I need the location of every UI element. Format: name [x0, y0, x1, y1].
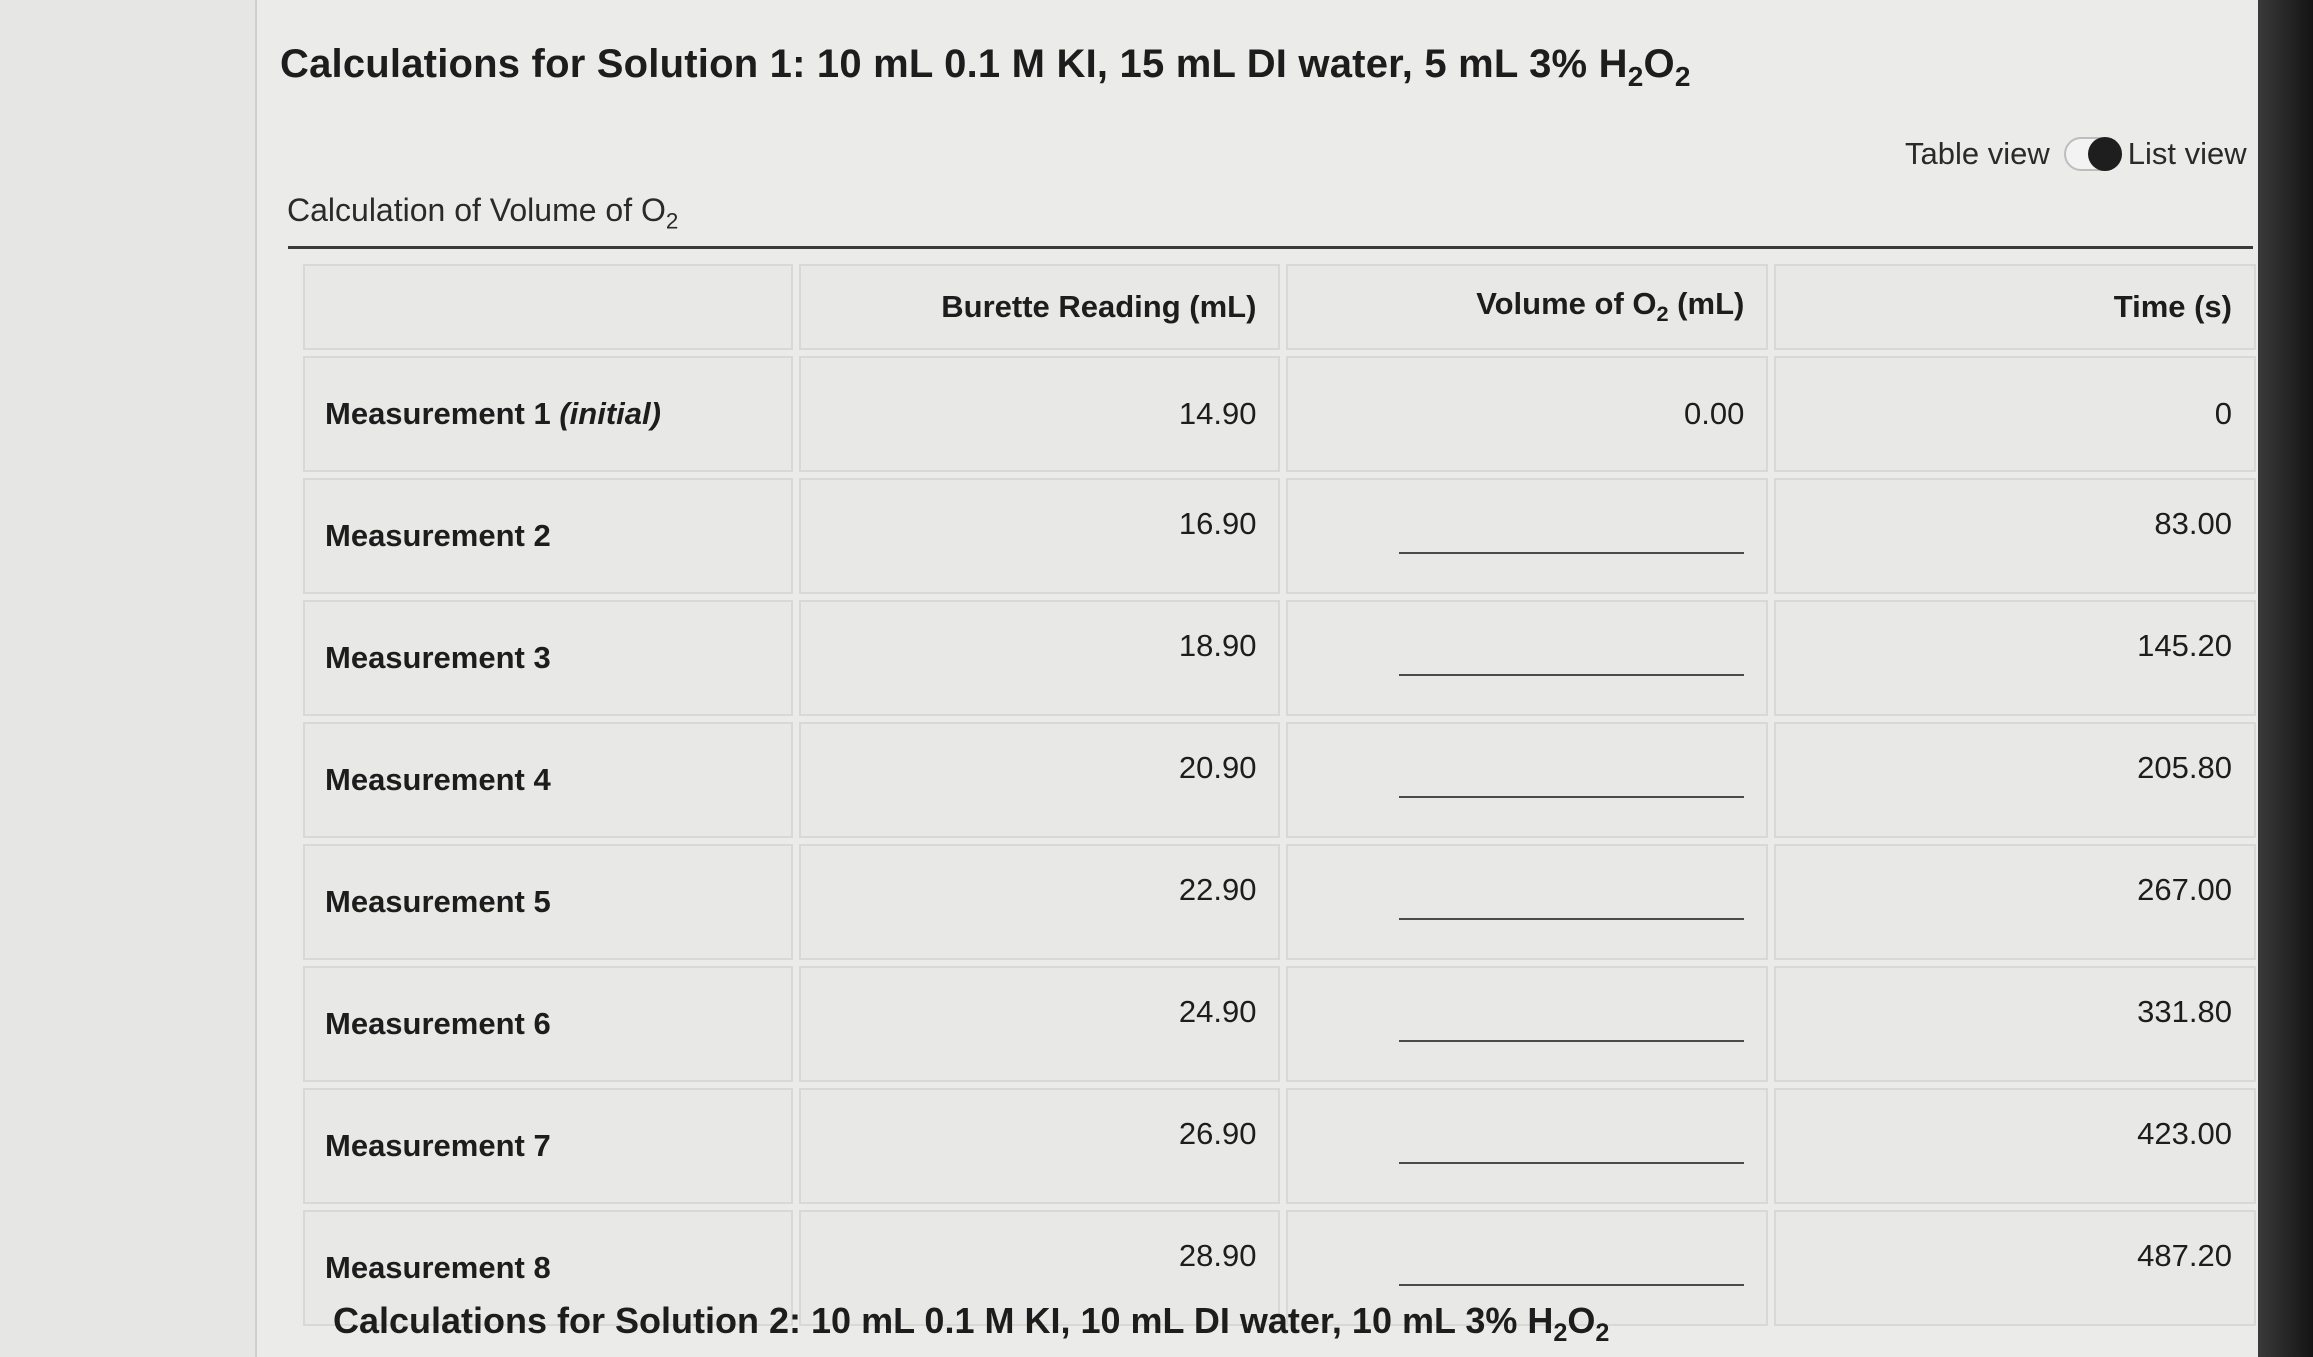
time-value: 423.00 — [1774, 1088, 2256, 1204]
section-label: Calculation of Volume of $O_2$ — [287, 192, 679, 234]
time-value: 145.20 — [1774, 600, 2256, 716]
volume-cell — [1286, 844, 1768, 960]
volume-input[interactable] — [1399, 644, 1744, 676]
row-label: Measurement 8 — [303, 1210, 793, 1326]
volume-cell — [1286, 1088, 1768, 1204]
view-toggle[interactable] — [1905, 136, 2247, 172]
view-switch[interactable] — [2064, 137, 2122, 171]
table-row — [303, 844, 2256, 960]
table-row — [303, 356, 2256, 472]
burette-value: 22.90 — [799, 844, 1281, 960]
row-label: Measurement 4 — [303, 722, 793, 838]
row-label: Measurement 5 — [303, 844, 793, 960]
burette-value: 20.90 — [799, 722, 1281, 838]
table-row — [303, 600, 2256, 716]
volume-cell — [1286, 600, 1768, 716]
volume-input[interactable] — [1399, 1010, 1744, 1042]
page-title: Calculations for Solution 1: 10 mL 0.1 M KI, 15 mL DI water, 5 mL 3% $H_2O_2$ — [280, 42, 1691, 92]
volume-input[interactable] — [1399, 1132, 1744, 1164]
switch-knob-icon — [2088, 137, 2122, 171]
table-header-row — [303, 264, 2256, 350]
row-label: Measurement 2 — [303, 478, 793, 594]
header-time: Time (s) — [1774, 264, 2256, 350]
burette-value: 26.90 — [799, 1088, 1281, 1204]
time-value: 83.00 — [1774, 478, 2256, 594]
table-view-label[interactable]: Table view — [1905, 136, 2050, 171]
list-view-label[interactable]: List view — [2127, 136, 2247, 171]
row-label: Measurement 6 — [303, 966, 793, 1082]
volume-cell — [1286, 478, 1768, 594]
volume-input[interactable] — [1399, 766, 1744, 798]
burette-value: 18.90 — [799, 600, 1281, 716]
screen-edge — [2258, 0, 2313, 1357]
volume-input[interactable] — [1399, 1254, 1744, 1286]
burette-value: 16.90 — [799, 478, 1281, 594]
next-section-title: Calculations for Solution 2: 10 mL 0.1 M KI, 10 mL DI water, 10 mL 3% $H_2O_2$ — [333, 1300, 1610, 1348]
volume-input[interactable] — [1399, 522, 1744, 554]
table-row — [303, 966, 2256, 1082]
header-volume: Volume of $O_2$ (mL) — [1286, 264, 1768, 350]
row-label: Measurement 3 — [303, 600, 793, 716]
header-burette: Burette Reading (mL) — [799, 264, 1281, 350]
table-row — [303, 722, 2256, 838]
row-label: Measurement 1 (initial) — [303, 356, 793, 472]
burette-value: 14.90 — [799, 356, 1281, 472]
volume-cell — [1286, 966, 1768, 1082]
time-value: 0 — [1774, 356, 2256, 472]
volume-value: 0.00 — [1286, 356, 1768, 472]
time-value: 205.80 — [1774, 722, 2256, 838]
time-value: 487.20 — [1774, 1210, 2256, 1326]
table-row — [303, 478, 2256, 594]
time-value: 331.80 — [1774, 966, 2256, 1082]
volume-input[interactable] — [1399, 888, 1744, 920]
section-divider — [288, 246, 2253, 249]
burette-value: 28.90 — [799, 1210, 1281, 1326]
row-label: Measurement 7 — [303, 1088, 793, 1204]
table-row — [303, 1088, 2256, 1204]
burette-value: 24.90 — [799, 966, 1281, 1082]
header-label-blank — [303, 264, 793, 350]
time-value: 267.00 — [1774, 844, 2256, 960]
volume-cell — [1286, 722, 1768, 838]
measurement-table — [297, 258, 2262, 1332]
